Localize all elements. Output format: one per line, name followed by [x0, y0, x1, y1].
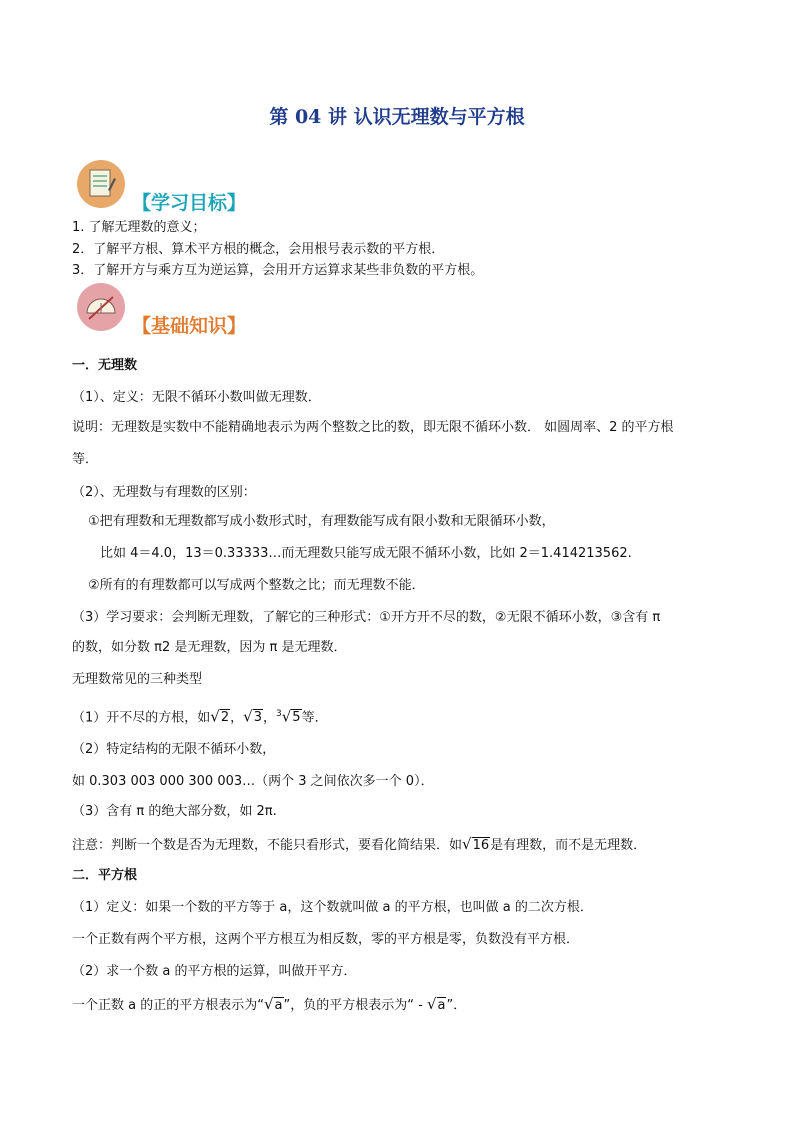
- text-run: （1）开不尽的方根，如: [72, 710, 211, 726]
- page-title: 第 04 讲 认识无理数与平方根: [269, 106, 525, 128]
- radicand: a: [274, 998, 283, 1013]
- radicand: 5: [292, 710, 301, 726]
- radical-sign: √: [281, 707, 292, 726]
- paragraph: ②所有的有理数都可以写成两个整数之比；而无理数不能．: [88, 578, 425, 593]
- paragraph: （2）特定结构的无限不循环小数，: [72, 742, 276, 757]
- text-run: 是有理数，而不是无理数．: [490, 838, 647, 853]
- paragraph: （1）开不尽的方根，如√2，√3，$^3$√5等．: [72, 707, 328, 726]
- text-run: 注意：判断一个数是否为无理数，不能只看形式，要看化简结果．如: [72, 838, 463, 853]
- radical-sign: √: [210, 707, 220, 726]
- goal-item: 3．了解开方与乘方互为逆运算，会用开方运算求某些非负数的平方根。: [72, 263, 484, 278]
- radical-sign: √: [426, 995, 437, 1013]
- text-run: 等．: [301, 710, 328, 726]
- paragraph: [72, 836, 646, 854]
- paragraph: 一个正数有两个平方根，这两个平方根互为相反数，零的平方根是零，负数没有平方根．: [72, 932, 580, 947]
- text-run: 一个正数 a 的正的平方根表示为“: [72, 998, 264, 1013]
- radical-sign: √: [263, 995, 274, 1013]
- paragraph: [72, 996, 466, 1014]
- section-heading: 一．无理数: [72, 358, 138, 373]
- section-heading: 二．平方根: [72, 868, 138, 883]
- paragraph: 比如 4＝4.0，13＝0.33333…而无理数只能写成无限不循环小数，比如 2＝1.414213562.: [100, 546, 632, 561]
- protractor-icon: [77, 283, 125, 331]
- paragraph: ①把有理数和无理数都写成小数形式时，有理数能写成有限小数和无限循环小数，: [88, 514, 555, 529]
- root-index: 3: [276, 709, 282, 719]
- notebook-icon: [77, 160, 125, 208]
- goal-item: 1. 了解无理数的意义；: [72, 220, 206, 235]
- paragraph: 如 0.303 003 000 300 003…（两个 3 之间依次多一个 0）．: [72, 774, 434, 789]
- radical-sign: √: [462, 835, 472, 853]
- paragraph: 无理数常见的三种类型: [72, 672, 203, 687]
- goal-item: 2．了解平方根、算术平方根的概念，会用根号表示数的平方根．: [72, 242, 445, 257]
- paragraph: （1）定义：如果一个数的平方等于 a，这个数就叫做 a 的平方根，也叫做 a 的二次方根．: [72, 900, 593, 915]
- paragraph: 等．: [72, 452, 99, 467]
- text-run: ”．: [446, 998, 467, 1013]
- text-run: ”，负的平方根表示为“ -: [283, 998, 427, 1013]
- radicand: 3: [253, 710, 262, 726]
- goals-heading: 【学习目标】: [132, 192, 247, 214]
- paragraph: （2）、无理数与有理数的区别：: [72, 485, 256, 500]
- paragraph: 的数，如分数 π2 是无理数，因为 π 是无理数．: [72, 640, 347, 655]
- radicand: 16: [472, 838, 490, 853]
- paragraph: 说明：无理数是实数中不能精确地表示为两个整数之比的数，即无限不循环小数． 如圆周率、2 的平方根: [72, 420, 674, 435]
- radicand: a: [437, 998, 446, 1013]
- paragraph: （3）含有 π 的绝大部分数，如 2π.: [72, 804, 277, 819]
- paragraph: （1）、定义：无限不循环小数叫做无理数．: [72, 390, 321, 405]
- paragraph: （2）求一个数 a 的平方根的运算，叫做开平方．: [72, 964, 357, 979]
- radical-sign: √: [243, 707, 253, 726]
- basics-heading: 【基础知识】: [132, 315, 247, 337]
- radicand: 2: [220, 710, 230, 726]
- paragraph: （3）学习要求：会判断无理数，了解它的三种形式：①开方开不尽的数，②无限不循环小数，③含有 π: [72, 610, 661, 625]
